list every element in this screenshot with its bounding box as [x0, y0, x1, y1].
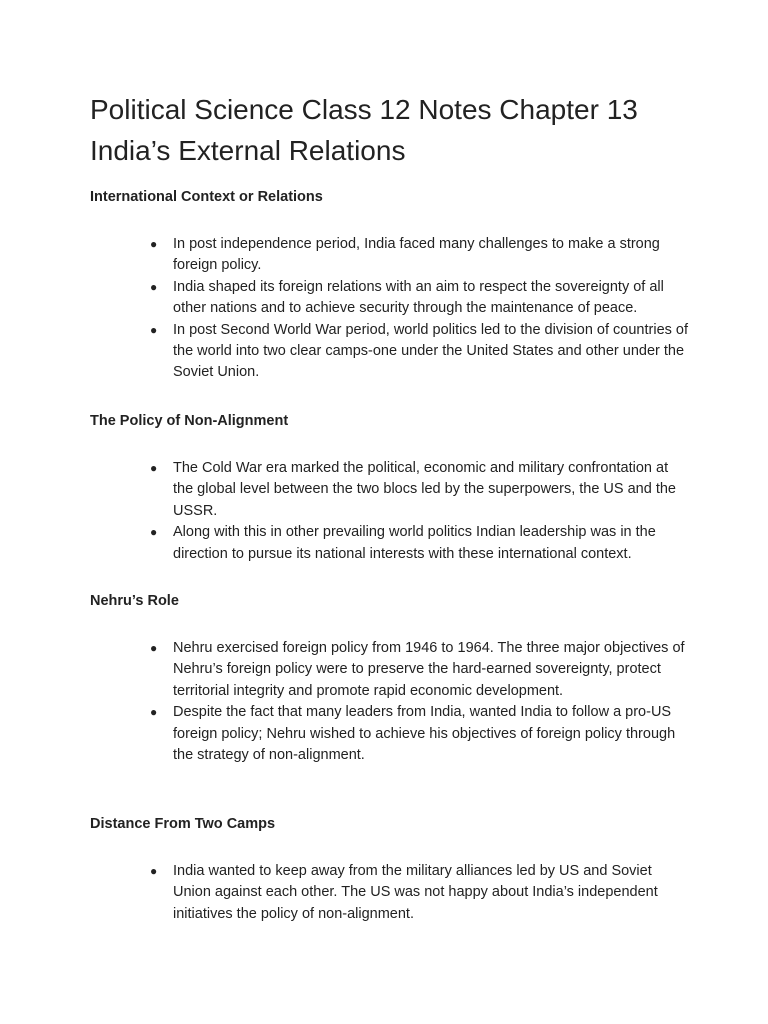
- list-item-text: Despite the fact that many leaders from India, wanted India to follow a pro-US foreign policy; Nehru wished to achieve his objectives of foreign policy through the strategy of non-alignment.: [173, 704, 676, 764]
- list-item: [150, 320, 690, 384]
- bullet-icon: ●: [150, 864, 158, 878]
- bullet-icon: ●: [150, 461, 158, 475]
- section-heading-international-context: International Context or Relations: [90, 189, 323, 205]
- list-item-text: India shaped its foreign relations with an aim to respect the sovereignty of all other nations and to achieve security through the maintenance of peace.: [173, 278, 664, 317]
- bullet-icon: ●: [150, 322, 158, 337]
- bullet-icon: ●: [150, 279, 158, 294]
- bullet-list-distance-two-camps: [150, 861, 690, 925]
- list-item-text: In post independence period, India faced many challenges to make a strong foreign policy.: [173, 236, 660, 274]
- bullet-icon: ●: [150, 705, 158, 720]
- page-title: Political Science Class 12 Notes Chapter 13 India’s External Relations: [90, 94, 638, 166]
- list-item: [150, 638, 690, 702]
- section-heading-non-alignment: The Policy of Non-Alignment: [90, 413, 289, 429]
- list-item: [150, 458, 690, 522]
- bullet-list-nehrus-role: [150, 638, 690, 766]
- list-item: [150, 522, 690, 565]
- bullet-icon: ●: [150, 525, 158, 540]
- list-item: [150, 234, 690, 277]
- bullet-list-non-alignment: [150, 458, 690, 565]
- list-item-text: Along with this in other prevailing world politics Indian leadership was in the direction to pursue its national interests with these international context.: [173, 524, 656, 562]
- list-item-text: Nehru exercised foreign policy from 1946 to 1964. The three major objectives of Nehru’s foreign policy were to preserve the hard-earned sovereignty, protect territorial integrity and promote rapid economic development.: [173, 640, 685, 699]
- bullet-icon: ●: [150, 641, 158, 655]
- list-item: [150, 861, 690, 925]
- list-item-text: The Cold War era marked the political, economic and military confrontation at the global level between the two blocs led by the superpowers, the US and the USSR.: [173, 460, 676, 519]
- list-item-text: India wanted to keep away from the military alliances led by US and Soviet Union against each other. The US was not happy about India’s independent initiatives the policy of non-alignment.: [173, 863, 658, 922]
- list-item-text: In post Second World War period, world politics led to the division of countries of the world into two clear camps-one under the United States and other under the Soviet Union.: [173, 321, 689, 381]
- list-item: [150, 277, 690, 320]
- bullet-icon: ●: [150, 237, 158, 251]
- bullet-list-international-context: [150, 234, 690, 384]
- section-heading-nehrus-role: Nehru’s Role: [90, 593, 179, 609]
- section-heading-distance-two-camps: Distance From Two Camps: [90, 816, 276, 832]
- list-item: [150, 702, 690, 766]
